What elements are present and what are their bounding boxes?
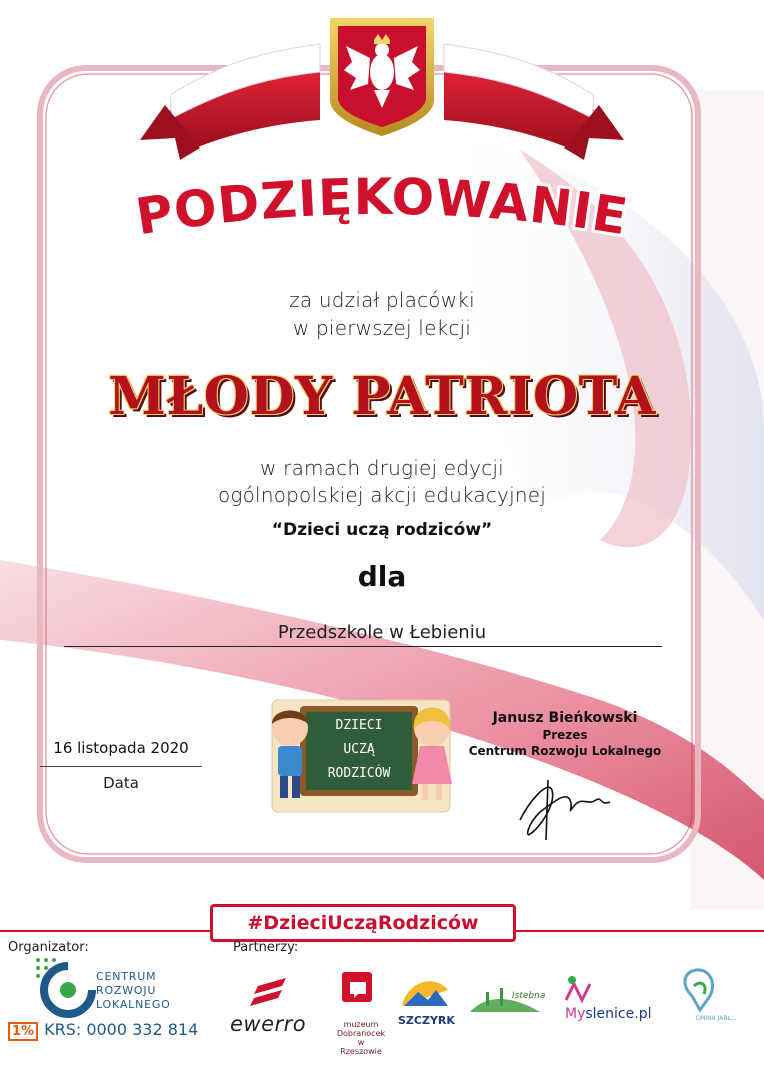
ewerro-logo-icon — [250, 978, 286, 1006]
partner-szczyrk: SZCZYRK — [398, 1014, 455, 1027]
organizer-logo-line-3: LOKALNEGO — [96, 998, 171, 1011]
muzeum-logo-icon — [342, 972, 372, 1002]
krs-row — [8, 1020, 198, 1041]
myslenice-prefix: My — [565, 1006, 586, 1022]
gmina-logo-icon — [685, 970, 713, 1010]
context-line-1: w ramach drugiej edycji — [260, 456, 504, 480]
heading-text: PODZIĘKOWANIE — [132, 170, 632, 247]
myslenice-suffix: slenice.pl — [585, 1006, 652, 1022]
board-line-3: RODZICÓW — [327, 766, 391, 781]
hashtag-banner: #DzieciUcząRodziców — [210, 904, 516, 942]
partner-muzeum: muzeum Dobranocek w Rzeszowie — [336, 1020, 386, 1056]
subtitle-line-2: w pierwszej lekcji — [292, 316, 472, 340]
certificate-heading — [0, 170, 764, 290]
polish-eagle-emblem-icon — [330, 18, 434, 136]
board-line-1: DZIECI — [335, 718, 383, 733]
subtitle-line-1: za udział placówki — [289, 288, 475, 312]
partner-istebna: Istebna — [512, 991, 546, 1001]
for-label: dla — [357, 560, 407, 593]
partner-ewerro: ewerro — [230, 1012, 307, 1036]
recipient-underline — [64, 646, 662, 647]
one-percent-badge: 1% — [8, 1022, 38, 1041]
recipient-name: Przedszkole w Łebieniu — [277, 622, 487, 643]
partners-label: Partnerzy: — [233, 940, 299, 955]
chalkboard-text — [306, 714, 412, 786]
context-line-2: ogólnopolskiej akcji edukacyjnej — [217, 483, 546, 507]
myslenice-logo-icon — [566, 976, 590, 1000]
project-title: MŁODY PATRIOTA — [108, 366, 656, 427]
date-value: 16 listopada 2020 — [53, 739, 189, 757]
board-line-2: UCZĄ — [343, 742, 375, 757]
partner-gmina: GMINA JABŁ... — [695, 1015, 737, 1022]
signer-role: Prezes — [542, 728, 588, 742]
svg-text:PODZIĘKOWANIE — [132, 170, 632, 246]
crl-logo-icon — [36, 958, 92, 1014]
organizer-logo-text — [96, 970, 171, 1012]
date-underline — [40, 766, 202, 767]
signature-scribble-icon — [520, 780, 610, 840]
campaign-name: “Dzieci uczą rodziców” — [271, 520, 493, 540]
signer-organization: Centrum Rozwoju Lokalnego — [468, 744, 662, 758]
szczyrk-logo-icon — [402, 981, 448, 1006]
organizer-logo-line-2: ROZWOJU — [96, 984, 157, 997]
krs-number: KRS: 0000 332 814 — [44, 1020, 199, 1039]
partner-myslenice — [565, 1006, 651, 1022]
date-label: Data — [103, 774, 139, 792]
organizer-label: Organizator: — [8, 940, 89, 955]
signer-name: Janusz Bieńkowski — [492, 710, 638, 726]
organizer-logo-line-1: CENTRUM — [96, 970, 157, 983]
